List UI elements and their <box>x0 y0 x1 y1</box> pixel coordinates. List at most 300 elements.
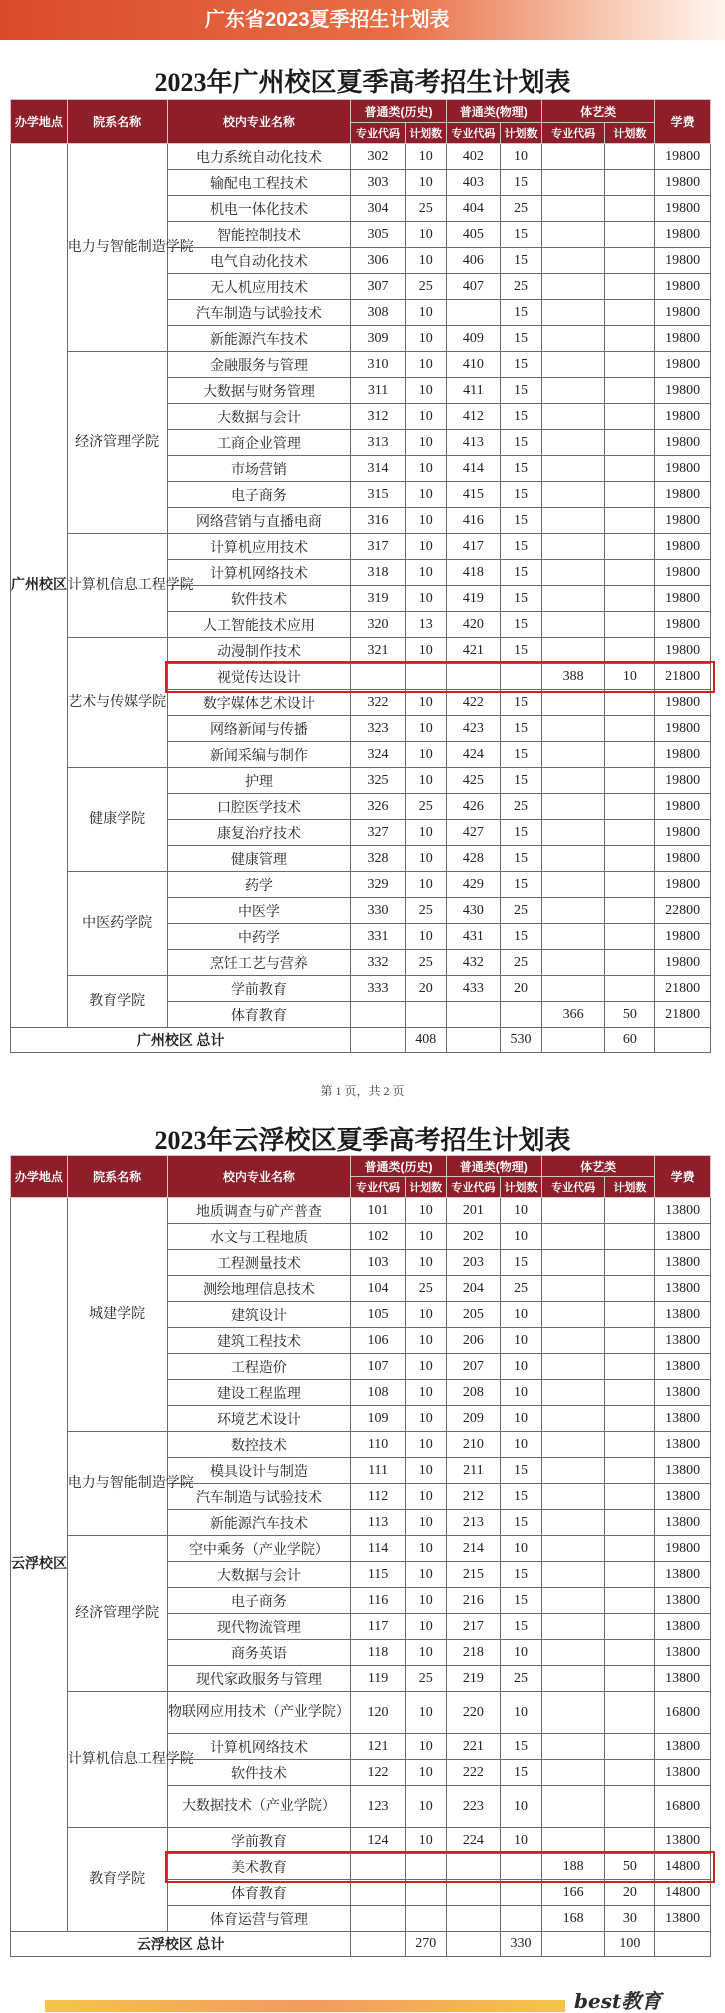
cell-fee: 19800 <box>655 950 711 976</box>
cell-hist-num <box>405 1002 446 1028</box>
cell-art-code <box>541 352 605 378</box>
total-art-code <box>541 1028 605 1053</box>
cell-art-num <box>605 508 655 534</box>
cell-hist-num: 10 <box>405 1562 446 1588</box>
cell-hist-num: 10 <box>405 1198 446 1224</box>
cell-hist-num: 10 <box>405 404 446 430</box>
cell-major: 学前教育 <box>167 976 351 1002</box>
cell-phys-num: 15 <box>501 742 542 768</box>
cell-hist-code: 306 <box>351 248 405 274</box>
cell-art-code <box>541 690 605 716</box>
cell-phys-code: 420 <box>446 612 500 638</box>
dept-name: 教育学院 <box>67 976 167 1028</box>
cell-art-code <box>541 274 605 300</box>
total-label: 广州校区 总计 <box>11 1028 351 1053</box>
cell-art-num: 10 <box>605 664 655 690</box>
cell-major: 网络营销与直播电商 <box>167 508 351 534</box>
cell-fee: 19800 <box>655 638 711 664</box>
cell-fee: 13800 <box>655 1302 711 1328</box>
cell-art-num <box>605 1562 655 1588</box>
dept-name: 经济管理学院 <box>67 1536 167 1692</box>
cell-phys-code: 218 <box>446 1640 500 1666</box>
cell-art-code <box>541 1760 605 1786</box>
cell-major: 无人机应用技术 <box>167 274 351 300</box>
total-hist-code <box>351 1932 405 1957</box>
cell-phys-num: 25 <box>501 950 542 976</box>
cell-phys-num: 15 <box>501 690 542 716</box>
cell-phys-code: 413 <box>446 430 500 456</box>
cell-art-code <box>541 1354 605 1380</box>
cell-art-code: 168 <box>541 1906 605 1932</box>
gz-plan-table <box>10 99 711 1053</box>
cell-art-code <box>541 794 605 820</box>
cell-art-code <box>541 1692 605 1734</box>
cell-phys-num: 15 <box>501 1250 542 1276</box>
cell-fee: 13800 <box>655 1666 711 1692</box>
cell-major: 网络新闻与传播 <box>167 716 351 742</box>
cell-fee: 13800 <box>655 1354 711 1380</box>
cell-art-code <box>541 1510 605 1536</box>
cell-art-num <box>605 1666 655 1692</box>
cell-art-code <box>541 456 605 482</box>
table-row <box>11 976 711 1002</box>
cell-art-code <box>541 612 605 638</box>
cell-art-num <box>605 1640 655 1666</box>
cell-phys-num: 10 <box>501 1380 542 1406</box>
cell-fee: 21800 <box>655 664 711 690</box>
cell-art-code <box>541 300 605 326</box>
cell-art-code <box>541 1406 605 1432</box>
cell-phys-code: 219 <box>446 1666 500 1692</box>
cell-art-num <box>605 430 655 456</box>
cell-art-num <box>605 1328 655 1354</box>
cell-art-code <box>541 1328 605 1354</box>
cell-phys-code: 202 <box>446 1224 500 1250</box>
cell-art-code <box>541 404 605 430</box>
cell-phys-num: 10 <box>501 1640 542 1666</box>
cell-major: 物联网应用技术（产业学院） <box>167 1692 351 1734</box>
cell-art-num <box>605 560 655 586</box>
cell-phys-num: 10 <box>501 1786 542 1828</box>
cell-phys-num: 10 <box>501 1406 542 1432</box>
total-fee <box>655 1932 711 1957</box>
cell-hist-num: 10 <box>405 222 446 248</box>
cell-phys-code: 419 <box>446 586 500 612</box>
cell-art-num <box>605 300 655 326</box>
cell-phys-num: 15 <box>501 872 542 898</box>
cell-art-code <box>541 1640 605 1666</box>
cell-fee: 14800 <box>655 1880 711 1906</box>
cell-phys-num <box>501 1002 542 1028</box>
cell-fee: 13800 <box>655 1406 711 1432</box>
cell-hist-code: 302 <box>351 144 405 170</box>
cell-hist-code: 109 <box>351 1406 405 1432</box>
cell-major: 现代家政服务与管理 <box>167 1666 351 1692</box>
cell-major: 软件技术 <box>167 1760 351 1786</box>
cell-phys-num: 10 <box>501 1828 542 1854</box>
cell-hist-num: 10 <box>405 768 446 794</box>
cell-art-num <box>605 1484 655 1510</box>
cell-hist-num: 10 <box>405 300 446 326</box>
cell-major: 工程造价 <box>167 1354 351 1380</box>
cell-art-code <box>541 742 605 768</box>
cell-phys-code: 201 <box>446 1198 500 1224</box>
dept-name: 艺术与传媒学院 <box>67 638 167 768</box>
cell-fee: 13800 <box>655 1432 711 1458</box>
cell-hist-num: 10 <box>405 430 446 456</box>
cell-art-code: 366 <box>541 1002 605 1028</box>
cell-fee: 13800 <box>655 1588 711 1614</box>
table-row <box>11 1198 711 1224</box>
cell-hist-num: 10 <box>405 1734 446 1760</box>
cell-fee: 19800 <box>655 326 711 352</box>
cell-art-code <box>541 1380 605 1406</box>
header-num: 计划数 <box>405 1177 446 1198</box>
cell-fee: 13800 <box>655 1484 711 1510</box>
cell-art-num <box>605 1354 655 1380</box>
table-row <box>11 768 711 794</box>
cell-hist-code: 116 <box>351 1588 405 1614</box>
cell-art-num <box>605 716 655 742</box>
cell-hist-code: 106 <box>351 1328 405 1354</box>
dept-name: 经济管理学院 <box>67 352 167 534</box>
cell-art-num <box>605 690 655 716</box>
cell-hist-num: 10 <box>405 1536 446 1562</box>
cell-phys-num: 10 <box>501 1198 542 1224</box>
cell-art-num <box>605 378 655 404</box>
cell-art-num <box>605 326 655 352</box>
cell-art-code <box>541 1250 605 1276</box>
cell-phys-code: 415 <box>446 482 500 508</box>
cell-fee: 13800 <box>655 1276 711 1302</box>
cell-art-num <box>605 144 655 170</box>
cell-art-code <box>541 1276 605 1302</box>
cell-phys-num: 15 <box>501 482 542 508</box>
cell-art-num <box>605 482 655 508</box>
cell-fee: 19800 <box>655 378 711 404</box>
cell-hist-code: 113 <box>351 1510 405 1536</box>
cell-fee: 13800 <box>655 1906 711 1932</box>
table-row <box>11 144 711 170</box>
cell-major: 人工智能技术应用 <box>167 612 351 638</box>
cell-hist-code: 316 <box>351 508 405 534</box>
cell-phys-num: 15 <box>501 716 542 742</box>
cell-art-code <box>541 872 605 898</box>
cell-phys-num: 10 <box>501 1692 542 1734</box>
cell-phys-code: 217 <box>446 1614 500 1640</box>
cell-art-num <box>605 1198 655 1224</box>
cell-fee: 22800 <box>655 898 711 924</box>
cell-hist-code: 314 <box>351 456 405 482</box>
cell-art-code <box>541 482 605 508</box>
table-row <box>11 1432 711 1458</box>
cell-art-code: 166 <box>541 1880 605 1906</box>
cell-hist-num: 10 <box>405 1828 446 1854</box>
cell-art-num <box>605 612 655 638</box>
yf-plan-table <box>10 1155 711 1957</box>
cell-hist-num: 13 <box>405 612 446 638</box>
cell-fee: 19800 <box>655 924 711 950</box>
cell-phys-num: 15 <box>501 1614 542 1640</box>
dept-name: 计算机信息工程学院 <box>67 534 167 638</box>
watermark-logo: best教育 <box>574 1989 662 2013</box>
cell-art-num <box>605 170 655 196</box>
cell-fee: 19800 <box>655 248 711 274</box>
cell-major: 电子商务 <box>167 1588 351 1614</box>
cell-art-code: 188 <box>541 1854 605 1880</box>
cell-hist-code: 331 <box>351 924 405 950</box>
cell-major: 康复治疗技术 <box>167 820 351 846</box>
cell-art-num: 50 <box>605 1854 655 1880</box>
cell-phys-code: 214 <box>446 1536 500 1562</box>
cell-major: 中药学 <box>167 924 351 950</box>
cell-major: 体育运营与管理 <box>167 1906 351 1932</box>
cell-phys-num: 10 <box>501 1432 542 1458</box>
cell-phys-code: 407 <box>446 274 500 300</box>
cell-hist-code: 107 <box>351 1354 405 1380</box>
total-fee <box>655 1028 711 1053</box>
cell-hist-code: 324 <box>351 742 405 768</box>
cell-phys-num: 15 <box>501 820 542 846</box>
cell-major: 电子商务 <box>167 482 351 508</box>
cell-art-code <box>541 1198 605 1224</box>
cell-fee: 19800 <box>655 820 711 846</box>
cell-fee: 19800 <box>655 716 711 742</box>
cell-fee: 19800 <box>655 456 711 482</box>
header-fee: 学费 <box>655 1156 711 1198</box>
header-code: 专业代码 <box>541 123 605 144</box>
cell-hist-code: 121 <box>351 1734 405 1760</box>
header-num: 计划数 <box>501 1177 542 1198</box>
cell-major: 新能源汽车技术 <box>167 326 351 352</box>
cell-art-code <box>541 924 605 950</box>
cell-phys-num: 25 <box>501 274 542 300</box>
header-phys-group: 普通类(物理) <box>446 100 541 123</box>
cell-art-code <box>541 898 605 924</box>
cell-major: 计算机网络技术 <box>167 1734 351 1760</box>
campus-location: 云浮校区 <box>11 1198 68 1932</box>
cell-hist-code: 105 <box>351 1302 405 1328</box>
cell-hist-code: 118 <box>351 1640 405 1666</box>
cell-phys-num: 15 <box>501 534 542 560</box>
cell-hist-code: 321 <box>351 638 405 664</box>
cell-hist-code: 333 <box>351 976 405 1002</box>
cell-phys-num: 15 <box>501 560 542 586</box>
cell-phys-code: 417 <box>446 534 500 560</box>
cell-art-num <box>605 1406 655 1432</box>
cell-art-num <box>605 1510 655 1536</box>
highlight-box-art-education <box>165 1851 715 1883</box>
table-row <box>11 352 711 378</box>
cell-hist-code: 322 <box>351 690 405 716</box>
cell-phys-code: 211 <box>446 1458 500 1484</box>
cell-art-num <box>605 274 655 300</box>
cell-hist-code: 304 <box>351 196 405 222</box>
cell-fee: 19800 <box>655 144 711 170</box>
cell-hist-code: 332 <box>351 950 405 976</box>
cell-major: 烹饪工艺与营养 <box>167 950 351 976</box>
cell-major: 机电一体化技术 <box>167 196 351 222</box>
cell-major: 智能控制技术 <box>167 222 351 248</box>
cell-hist-num: 10 <box>405 638 446 664</box>
cell-hist-code: 123 <box>351 1786 405 1828</box>
dept-name: 电力与智能制造学院 <box>67 144 167 352</box>
cell-phys-num: 25 <box>501 1666 542 1692</box>
cell-major: 大数据与财务管理 <box>167 378 351 404</box>
cell-art-code <box>541 560 605 586</box>
cell-phys-code: 220 <box>446 1692 500 1734</box>
header-major: 校内专业名称 <box>167 1156 351 1198</box>
cell-phys-num: 25 <box>501 898 542 924</box>
cell-major: 美术教育 <box>167 1854 351 1880</box>
cell-phys-code: 404 <box>446 196 500 222</box>
cell-art-num <box>605 248 655 274</box>
cell-hist-num: 10 <box>405 742 446 768</box>
cell-art-num <box>605 1302 655 1328</box>
cell-phys-code: 424 <box>446 742 500 768</box>
header-fee: 学费 <box>655 100 711 144</box>
cell-hist-code: 327 <box>351 820 405 846</box>
cell-phys-num: 25 <box>501 196 542 222</box>
cell-phys-code: 223 <box>446 1786 500 1828</box>
cell-fee: 13800 <box>655 1198 711 1224</box>
cell-fee: 19800 <box>655 274 711 300</box>
header-hist-group: 普通类(历史) <box>351 100 446 123</box>
cell-art-code <box>541 820 605 846</box>
cell-phys-code: 411 <box>446 378 500 404</box>
gz-table-title: 2023年广州校区夏季高考招生计划表 <box>154 68 571 97</box>
cell-hist-num: 10 <box>405 1302 446 1328</box>
cell-phys-code: 209 <box>446 1406 500 1432</box>
cell-hist-code: 313 <box>351 430 405 456</box>
cell-phys-num: 10 <box>501 1536 542 1562</box>
cell-hist-code: 115 <box>351 1562 405 1588</box>
cell-phys-num: 15 <box>501 248 542 274</box>
cell-art-num <box>605 976 655 1002</box>
cell-hist-num: 10 <box>405 846 446 872</box>
cell-major: 市场营销 <box>167 456 351 482</box>
cell-phys-code: 206 <box>446 1328 500 1354</box>
total-row <box>11 1028 711 1053</box>
cell-hist-code: 312 <box>351 404 405 430</box>
cell-art-code <box>541 326 605 352</box>
cell-phys-code: 207 <box>446 1354 500 1380</box>
header-num: 计划数 <box>605 123 655 144</box>
cell-phys-code <box>446 1906 500 1932</box>
cell-hist-code: 119 <box>351 1666 405 1692</box>
cell-hist-code: 318 <box>351 560 405 586</box>
header-code: 专业代码 <box>446 123 500 144</box>
cell-hist-num <box>405 1906 446 1932</box>
cell-hist-code: 310 <box>351 352 405 378</box>
cell-art-code <box>541 1536 605 1562</box>
cell-hist-code: 303 <box>351 170 405 196</box>
dept-name: 中医药学院 <box>67 872 167 976</box>
cell-art-num <box>605 794 655 820</box>
cell-hist-code: 101 <box>351 1198 405 1224</box>
cell-phys-code: 431 <box>446 924 500 950</box>
cell-phys-code: 409 <box>446 326 500 352</box>
cell-art-num <box>605 1692 655 1734</box>
cell-fee: 13800 <box>655 1458 711 1484</box>
cell-hist-num: 10 <box>405 508 446 534</box>
cell-phys-code: 406 <box>446 248 500 274</box>
header-num: 计划数 <box>605 1177 655 1198</box>
table-row <box>11 534 711 560</box>
cell-art-num <box>605 820 655 846</box>
cell-art-code <box>541 144 605 170</box>
cell-fee: 16800 <box>655 1786 711 1828</box>
cell-art-num <box>605 1786 655 1828</box>
cell-phys-num: 15 <box>501 638 542 664</box>
cell-hist-code: 111 <box>351 1458 405 1484</box>
cell-major: 护理 <box>167 768 351 794</box>
cell-major: 视觉传达设计 <box>167 664 351 690</box>
cell-major: 数控技术 <box>167 1432 351 1458</box>
cell-phys-code: 403 <box>446 170 500 196</box>
cell-phys-code <box>446 300 500 326</box>
cell-art-code <box>541 248 605 274</box>
cell-art-code <box>541 1224 605 1250</box>
cell-hist-num: 10 <box>405 534 446 560</box>
cell-phys-code: 414 <box>446 456 500 482</box>
cell-phys-num: 15 <box>501 404 542 430</box>
cell-phys-code <box>446 1002 500 1028</box>
cell-hist-code: 103 <box>351 1250 405 1276</box>
cell-hist-code: 311 <box>351 378 405 404</box>
cell-art-code <box>541 1588 605 1614</box>
cell-art-num <box>605 872 655 898</box>
cell-art-num <box>605 950 655 976</box>
cell-hist-num: 10 <box>405 378 446 404</box>
cell-fee: 13800 <box>655 1250 711 1276</box>
cell-major: 数字媒体艺术设计 <box>167 690 351 716</box>
cell-art-code <box>541 1786 605 1828</box>
cell-art-code <box>541 222 605 248</box>
cell-hist-num <box>405 1880 446 1906</box>
page-banner: 广东省2023夏季招生计划表 <box>0 0 725 40</box>
cell-major: 工商企业管理 <box>167 430 351 456</box>
cell-major: 中医学 <box>167 898 351 924</box>
total-label: 云浮校区 总计 <box>11 1932 351 1957</box>
cell-fee: 19800 <box>655 846 711 872</box>
cell-art-num <box>605 1432 655 1458</box>
cell-phys-code: 205 <box>446 1302 500 1328</box>
cell-art-code <box>541 1562 605 1588</box>
cell-major: 软件技术 <box>167 586 351 612</box>
cell-hist-code: 328 <box>351 846 405 872</box>
cell-art-code <box>541 976 605 1002</box>
cell-hist-code: 325 <box>351 768 405 794</box>
cell-hist-num: 10 <box>405 1692 446 1734</box>
cell-phys-num: 15 <box>501 352 542 378</box>
cell-hist-num: 10 <box>405 326 446 352</box>
cell-major: 水文与工程地质 <box>167 1224 351 1250</box>
header-code: 专业代码 <box>541 1177 605 1198</box>
cell-fee: 13800 <box>655 1640 711 1666</box>
cell-phys-code: 433 <box>446 976 500 1002</box>
cell-art-num <box>605 898 655 924</box>
cell-art-code <box>541 1302 605 1328</box>
total-phys-code <box>446 1932 500 1957</box>
cell-phys-code: 430 <box>446 898 500 924</box>
cell-art-num <box>605 196 655 222</box>
cell-hist-code: 307 <box>351 274 405 300</box>
cell-major: 环境艺术设计 <box>167 1406 351 1432</box>
cell-phys-code: 427 <box>446 820 500 846</box>
cell-phys-num: 15 <box>501 1588 542 1614</box>
cell-fee: 13800 <box>655 1380 711 1406</box>
